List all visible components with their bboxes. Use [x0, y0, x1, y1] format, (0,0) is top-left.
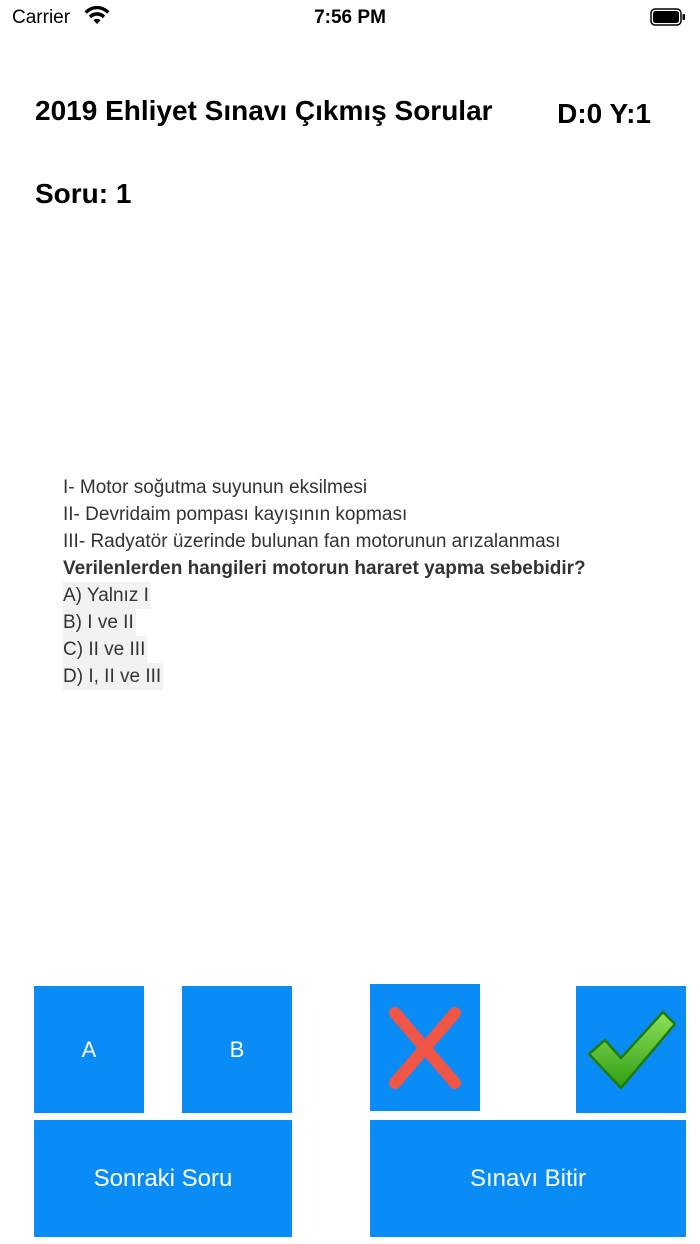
option-d-text: D) I, II ve III: [63, 663, 163, 690]
wrong-button[interactable]: [370, 984, 480, 1111]
correct-button[interactable]: [576, 986, 686, 1113]
question-number: Soru: 1: [35, 178, 132, 209]
status-bar: [0, 0, 700, 36]
battery-icon: [650, 8, 686, 26]
question-stem: Verilenlerden hangileri motorun hararet yapma sebebidir?: [63, 558, 586, 579]
option-c-text: C) II ve III: [63, 636, 147, 663]
score-label: D:0 Y:1: [557, 98, 651, 129]
answer-a-button[interactable]: A: [34, 986, 144, 1113]
red-x-icon: [387, 1005, 463, 1091]
answer-b-button[interactable]: B: [182, 986, 292, 1113]
next-question-button[interactable]: Sonraki Soru: [34, 1120, 292, 1237]
statement-3: III- Radyatör üzerinde bulunan fan motorunun arızalanması: [63, 531, 561, 552]
question-text: [63, 474, 663, 690]
clock: 7:56 PM: [314, 7, 386, 28]
page-title: 2019 Ehliyet Sınavı Çıkmış Sorular: [35, 95, 493, 126]
finish-exam-button[interactable]: Sınavı Bitir: [370, 1120, 686, 1237]
option-b-text: B) I ve II: [63, 609, 136, 636]
option-a-text: A) Yalnız I: [63, 582, 151, 609]
statement-1: I- Motor soğutma suyunun eksilmesi: [63, 477, 368, 498]
green-check-icon: [585, 1008, 677, 1092]
carrier-label: Carrier: [12, 7, 71, 28]
statement-2: II- Devridaim pompası kayışının kopması: [63, 504, 408, 525]
